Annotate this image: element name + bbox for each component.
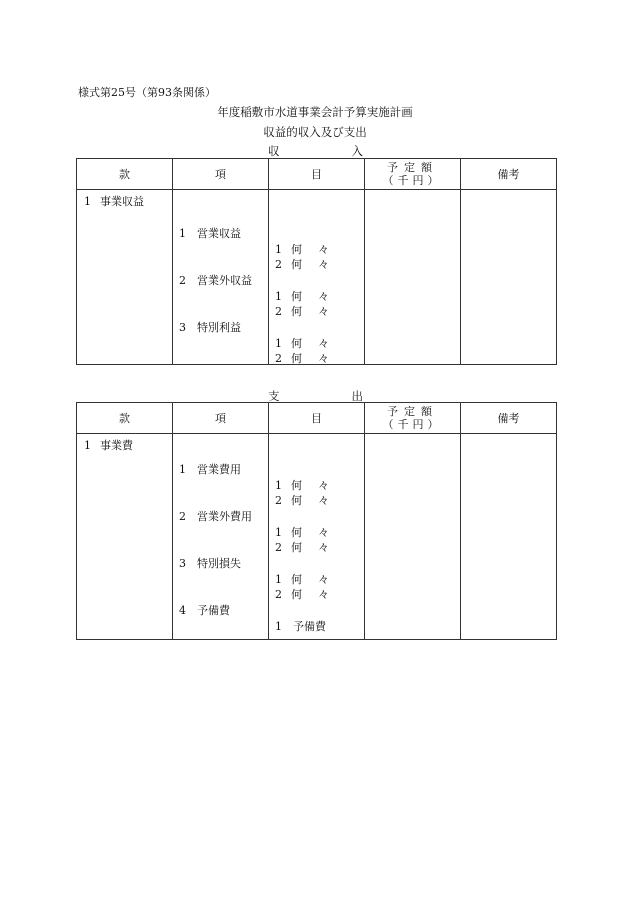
expense-amount-cell xyxy=(365,434,461,640)
document-title: 年度稲敷市水道事業会計予算実施計画 xyxy=(217,105,413,119)
expense-moku-entry: 2 何 々 xyxy=(275,494,329,507)
expense-header-row xyxy=(77,403,557,434)
expense-moku-cell xyxy=(269,434,365,640)
income-section-title xyxy=(268,143,363,159)
expense-kan-label: 事業費 xyxy=(100,439,133,452)
header-amount-unit: （千円） xyxy=(382,174,443,187)
header-remarks: 備考 xyxy=(461,159,557,190)
income-moku-entry: 2 何 々 xyxy=(275,258,329,271)
expense-moku-entry: 2 何 々 xyxy=(275,588,329,601)
header-kan: 款 xyxy=(77,403,173,434)
income-kan-label: 事業収益 xyxy=(100,195,144,208)
income-kan-cell xyxy=(77,190,173,365)
income-title-char-1: 収 xyxy=(268,144,280,158)
header-moku: 目 xyxy=(269,159,365,190)
income-moku-entry: 1 何 々 xyxy=(275,243,329,256)
header-moku: 目 xyxy=(269,403,365,434)
income-moku-entry: 1 何 々 xyxy=(275,337,329,350)
header-remarks: 備考 xyxy=(461,403,557,434)
expense-kan-cell xyxy=(77,434,173,640)
expense-title-char-2: 出 xyxy=(351,389,363,403)
header-amount xyxy=(365,159,461,190)
income-moku-entry: 1 何 々 xyxy=(275,290,329,303)
header-kan: 款 xyxy=(77,159,173,190)
income-moku-entry: 2 何 々 xyxy=(275,352,329,365)
income-body-row xyxy=(77,190,557,365)
expense-moku-entry: 1 予備費 xyxy=(275,620,326,633)
income-kan-entry xyxy=(84,193,144,209)
expense-kou-entry: 3 特別損失 xyxy=(179,557,241,570)
expense-kan-entry xyxy=(84,437,133,453)
expense-kou-entry: 4 予備費 xyxy=(179,604,230,617)
expense-moku-entry: 2 何 々 xyxy=(275,541,329,554)
income-remarks-cell xyxy=(461,190,557,365)
income-kou-entry: 2 営業外収益 xyxy=(179,274,252,287)
income-kou-cell xyxy=(173,190,269,365)
income-header-row xyxy=(77,159,557,190)
income-kou-entry: 1 営業収益 xyxy=(179,227,241,240)
expense-title-char-1: 支 xyxy=(268,389,280,403)
expense-kou-entry: 1 営業費用 xyxy=(179,463,241,476)
header-amount-label: 予定額 xyxy=(387,161,438,174)
form-number: 様式第25号（第93条関係） xyxy=(78,86,216,99)
header-amount-unit: （千円） xyxy=(382,418,443,431)
income-kou-entry: 3 特別利益 xyxy=(179,321,241,334)
expense-table xyxy=(76,402,557,640)
expense-body-row xyxy=(77,434,557,640)
income-moku-entry: 2 何 々 xyxy=(275,305,329,318)
income-moku-cell xyxy=(269,190,365,365)
expense-kou-cell xyxy=(173,434,269,640)
income-amount-cell xyxy=(365,190,461,365)
header-amount-label: 予定額 xyxy=(387,405,438,418)
expense-kan-num: 1 xyxy=(84,439,91,452)
expense-kou-entry: 2 営業外費用 xyxy=(179,510,252,523)
income-kan-num: 1 xyxy=(84,195,91,208)
expense-remarks-cell xyxy=(461,434,557,640)
expense-moku-entry: 1 何 々 xyxy=(275,573,329,586)
expense-moku-entry: 1 何 々 xyxy=(275,526,329,539)
header-kou: 項 xyxy=(173,159,269,190)
expense-moku-entry: 1 何 々 xyxy=(275,479,329,492)
document-subtitle: 収益的収入及び支出 xyxy=(263,125,367,139)
header-amount xyxy=(365,403,461,434)
income-table xyxy=(76,158,557,365)
income-title-char-2: 入 xyxy=(351,144,363,158)
header-kou: 項 xyxy=(173,403,269,434)
